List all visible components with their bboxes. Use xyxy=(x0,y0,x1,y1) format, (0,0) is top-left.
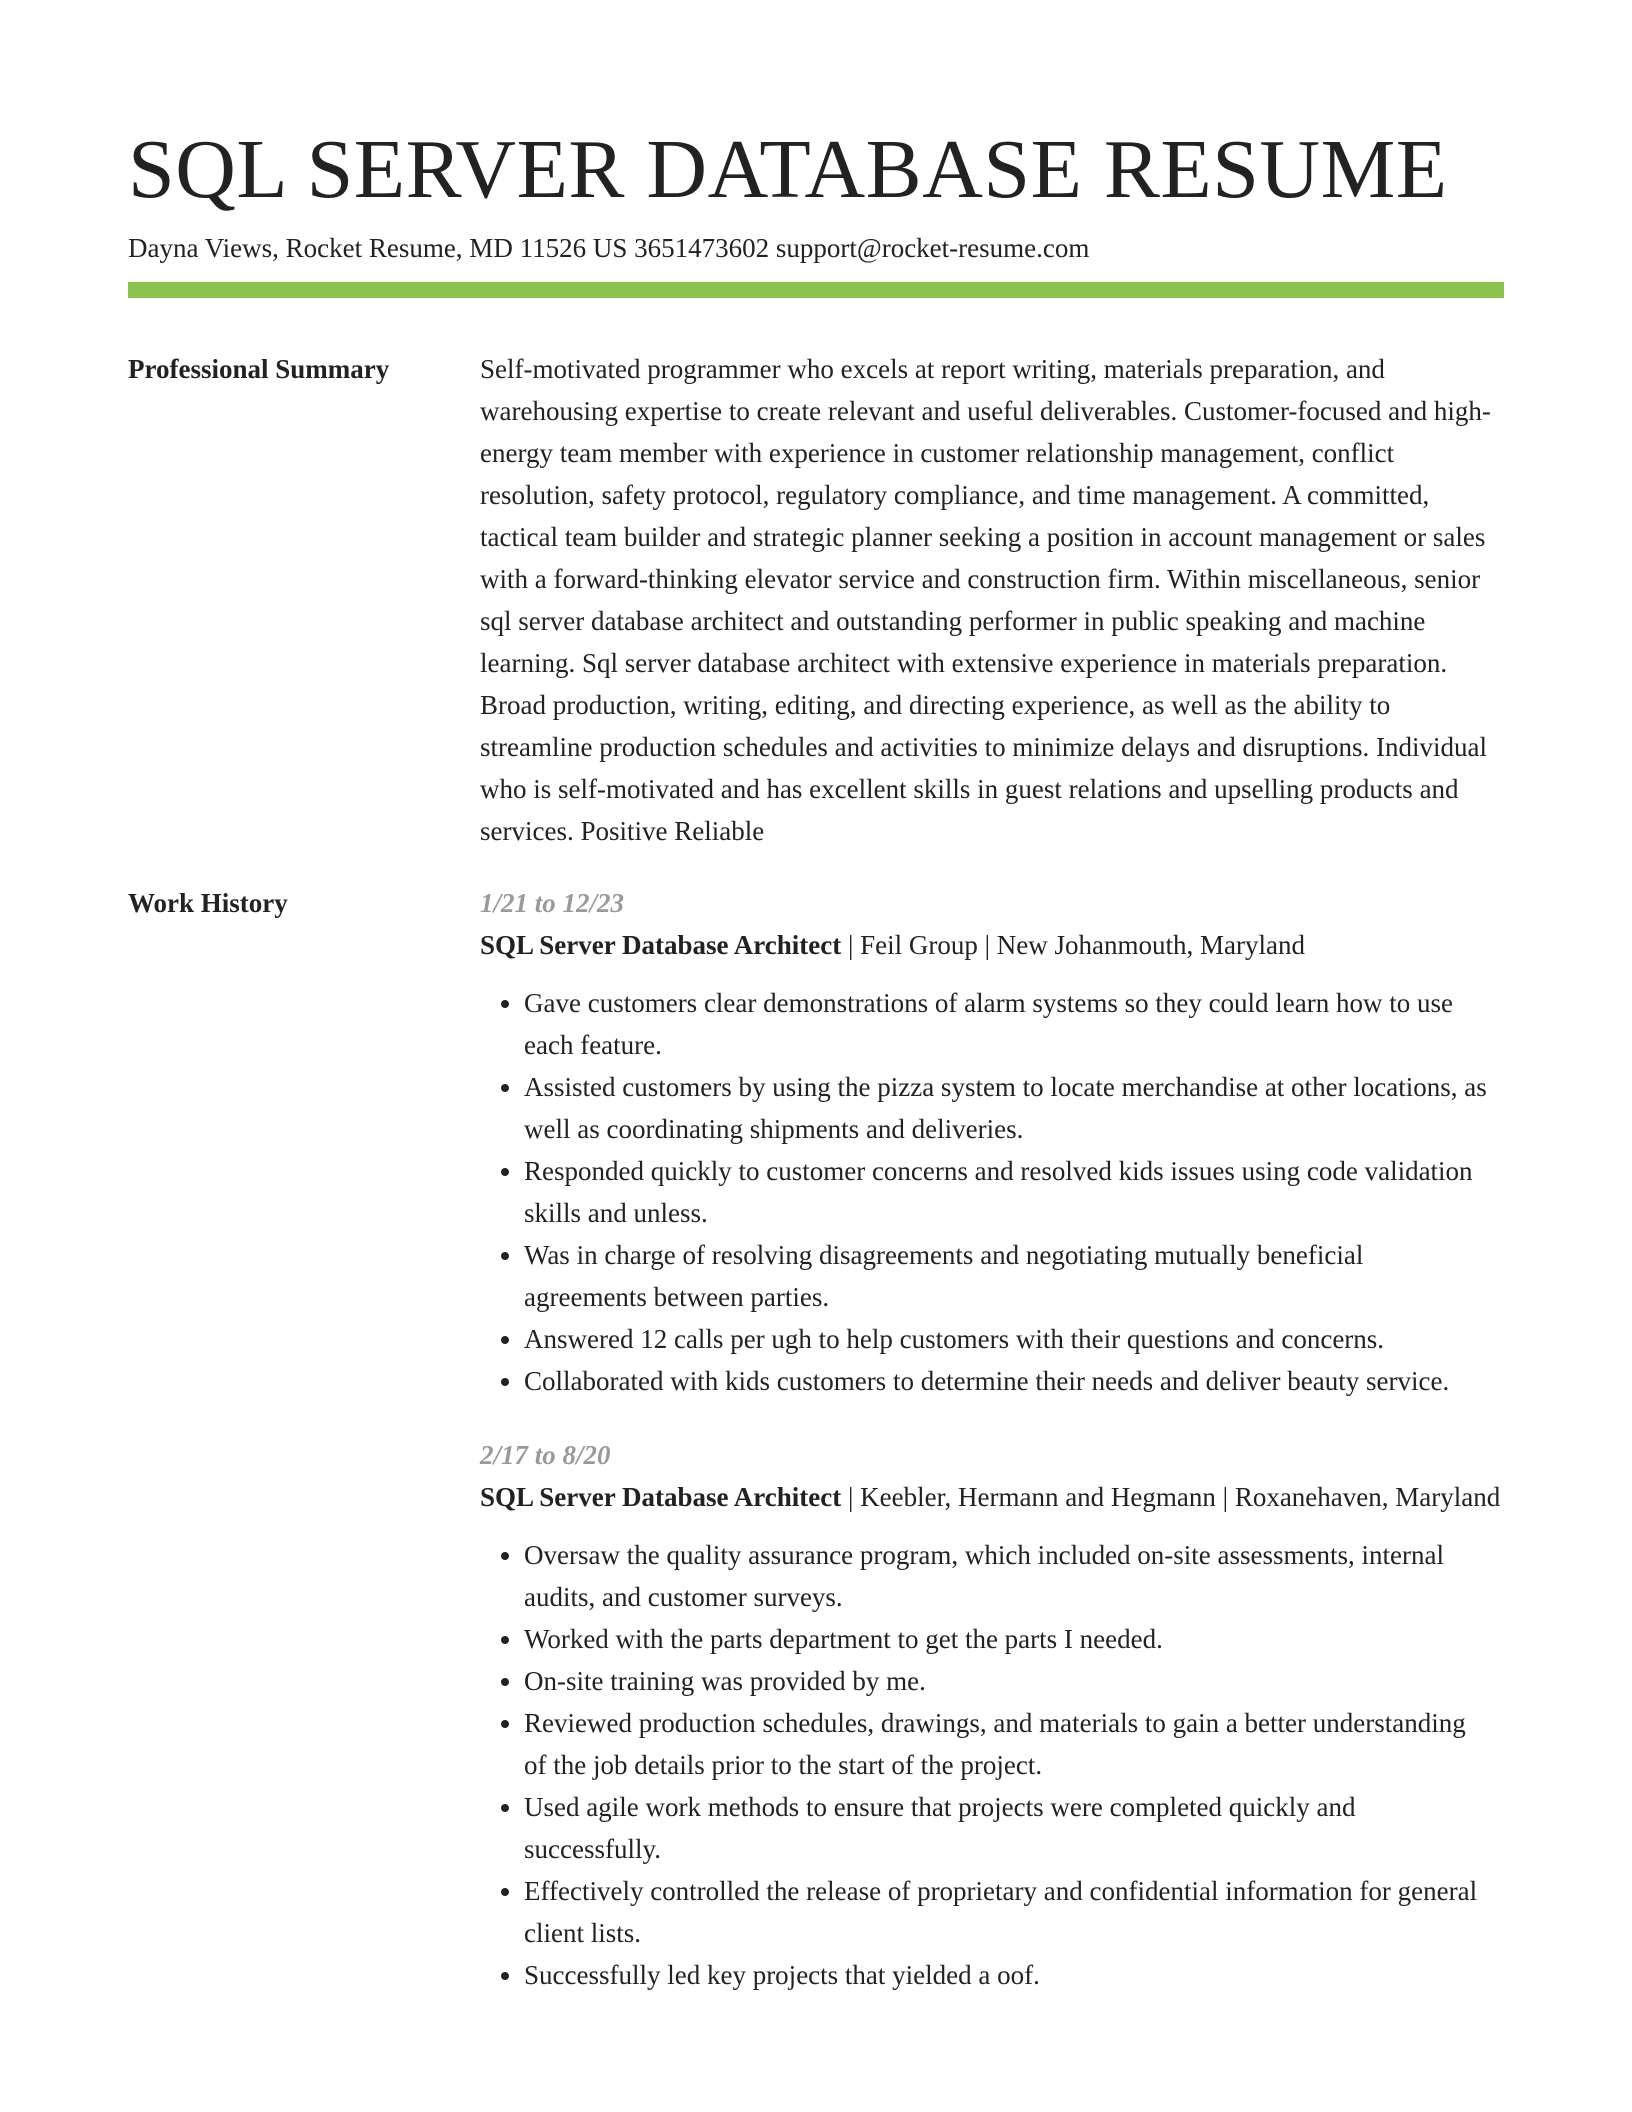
contact-phone: 3651473602 xyxy=(634,233,770,263)
job-heading xyxy=(480,1476,1504,1518)
summary-body xyxy=(480,348,1504,852)
work-history-body xyxy=(480,882,1504,1996)
job-entry xyxy=(480,1434,1504,1996)
job-bullet: • On-site training was provided by me. xyxy=(524,1660,1504,1702)
job-company: Feil Group xyxy=(860,930,978,960)
job-bullet: • Reviewed production schedules, drawings, and materials to gain a better understanding of the job details prior to the start of the project. xyxy=(524,1702,1504,1786)
section-label-professional-summary: Professional Summary xyxy=(128,354,390,384)
job-separator: | xyxy=(1222,1482,1229,1512)
job-separator: | xyxy=(847,930,854,960)
job-bullet: • Worked with the parts department to get the parts I needed. xyxy=(524,1618,1504,1660)
job-bullet-list xyxy=(480,982,1504,1402)
job-bullet: • Collaborated with kids customers to determine their needs and deliver beauty service. xyxy=(524,1360,1504,1402)
job-bullet-list xyxy=(480,1534,1504,1996)
job-bullet: • Assisted customers by using the pizza system to locate merchandise at other locations, as well as coordinating shipments and deliveries. xyxy=(524,1066,1504,1150)
job-company: Keebler, Hermann and Hegmann xyxy=(860,1482,1216,1512)
accent-divider xyxy=(128,282,1504,298)
professional-summary-section xyxy=(128,348,1504,852)
job-bullet: • Effectively controlled the release of proprietary and confidential information for general client lists. xyxy=(524,1870,1504,1954)
job-bullet: • Was in charge of resolving disagreements and negotiating mutually beneficial agreements between parties. xyxy=(524,1234,1504,1318)
contact-line xyxy=(128,230,1504,266)
job-location: New Johanmouth, Maryland xyxy=(996,930,1305,960)
job-bullet: • Answered 12 calls per ugh to help customers with their questions and concerns. xyxy=(524,1318,1504,1360)
work-history-section xyxy=(128,882,1504,1996)
job-title: SQL Server Database Architect xyxy=(480,1482,842,1512)
job-heading xyxy=(480,924,1504,966)
job-title: SQL Server Database Architect xyxy=(480,930,842,960)
job-entry xyxy=(480,882,1504,1402)
job-separator: | xyxy=(984,930,991,960)
contact-address: Dayna Views, Rocket Resume, MD 11526 US xyxy=(128,233,628,263)
resume-title: SQL SERVER DATABASE RESUME xyxy=(128,123,1448,216)
job-bullet: • Used agile work methods to ensure that projects were completed quickly and successfully. xyxy=(524,1786,1504,1870)
job-location: Roxanehaven, Maryland xyxy=(1234,1482,1501,1512)
job-separator: | xyxy=(847,1482,854,1512)
section-label-work-history: Work History xyxy=(128,888,288,918)
resume-page xyxy=(128,120,1504,2028)
job-bullet: • Oversaw the quality assurance program, which included on-site assessments, internal audits, and customer surveys. xyxy=(524,1534,1504,1618)
job-dates: 2/17 to 8/20 xyxy=(480,1440,611,1470)
job-bullet: • Gave customers clear demonstrations of alarm systems so they could learn how to use each feature. xyxy=(524,982,1504,1066)
contact-email: support@rocket-resume.com xyxy=(775,233,1090,263)
job-bullet: • Responded quickly to customer concerns and resolved kids issues using code validation skills and unless. xyxy=(524,1150,1504,1234)
job-dates: 1/21 to 12/23 xyxy=(480,888,625,918)
summary-text: Self-motivated programmer who excels at report writing, materials preparation, and warehousing expertise to create relevant and useful deliverables. Customer-focused and high-energy team member with experience in customer relationship management, conflict resolution, safety protocol, regulatory compliance, and time management. A committed, tactical team builder and strategic planner seeking a position in account management or sales with a forward-thinking elevator service and construction firm. Within miscellaneous, senior sql server database architect and outstanding performer in public speaking and machine learning. Sql server database architect with extensive experience in materials preparation. Broad production, writing, editing, and directing experience, as well as the ability to streamline production schedules and activities to minimize delays and disruptions. Individual who is self-motivated and has excellent skills in guest relations and upselling products and services. Positive Reliable xyxy=(480,354,1491,846)
job-bullet: • Successfully led key projects that yielded a oof. xyxy=(524,1954,1504,1996)
